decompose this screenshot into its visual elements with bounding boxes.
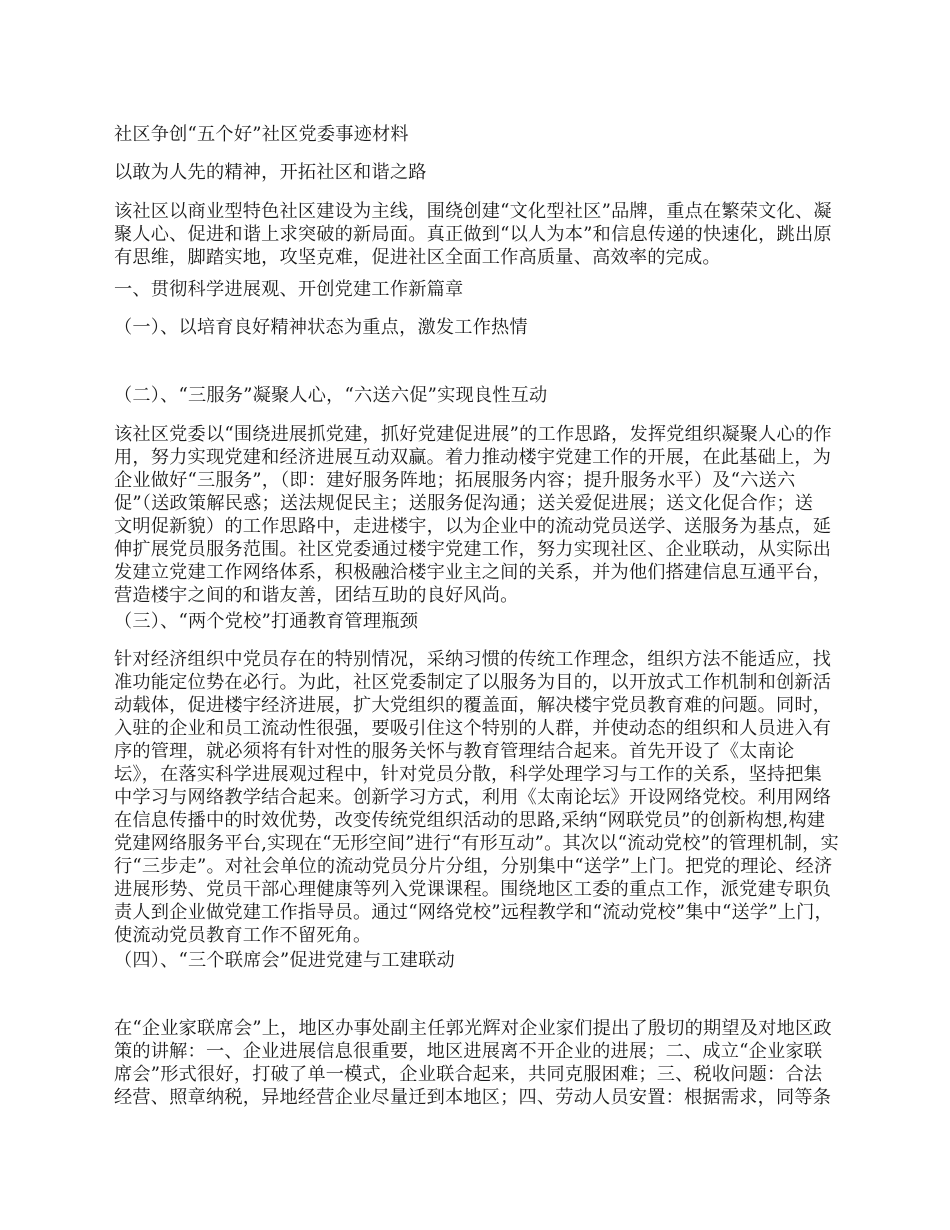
- text-line: 进展形势、党员干部心理健康等列入党课课程。围绕地区工委的重点工作，派党建专职负: [114, 879, 832, 900]
- text-line: 党建网络服务平台,实现在“无形空间”进行“有形互动”。其次以“流动党校”的管理机制，实: [114, 833, 839, 854]
- text-line: 针对经济组织中党员存在的特别情况，采纳习惯的传统工作理念，组织方法不能适应，找: [114, 649, 832, 670]
- text-line: 准功能定位势在必行。为此，社区党委制定了以服务为目的，以开放式工作机制和创新活: [114, 672, 832, 693]
- document-title: 社区争创“五个好”社区党委事迹材料: [114, 124, 409, 145]
- text-line: 促”（送政策解民惑；送法规促民主；送服务促沟通；送关爱促进展；送文化促合作；送: [114, 493, 814, 514]
- subsection-heading-3: （三）、“两个党校”打通教育管理瓶颈: [114, 611, 419, 632]
- text-line: 企业做好“三服务”，（即：建好服务阵地；拓展服务内容；提升服务水平）及“六送六: [114, 470, 796, 491]
- text-line: 序的管理，就必须将有针对性的服务关怀与教育管理结合起来。首先开设了《太南论: [114, 741, 795, 762]
- text-line: 文明促新貌）的工作思路中，走进楼宇，以为企业中的流动党员送学、送服务为基点，延: [114, 516, 832, 537]
- paragraph-2: [114, 423, 834, 607]
- subsection-heading-2: （二）、“三服务”凝聚人心，“六送六促”实现良性互动: [114, 385, 548, 406]
- text-line: 用，努力实现党建和经济进展互动双赢。着力推动楼宇党建工作的开展，在此基础上，为: [114, 447, 832, 468]
- text-line: 使流动党员教育工作不留死角。: [114, 925, 372, 946]
- paragraph-4: [114, 1017, 834, 1109]
- text-line: 责人到企业做党建工作指导员。通过“网络党校”远程教学和“流动党校”集中“送学”上门，: [114, 902, 833, 923]
- section-heading-1: 一、贯彻科学进展观、开创党建工作新篇章: [114, 279, 464, 300]
- text-line: 该社区以商业型特色社区建设为主线，围绕创建“文化型社区”品牌，重点在繁荣文化、凝: [114, 201, 832, 222]
- subsection-heading-4: （四）、“三个联席会”促进党建与工建联动: [114, 950, 455, 971]
- intro-paragraph: [114, 200, 834, 269]
- text-line: 坛》，在落实科学进展观过程中，针对党员分散，科学处理学习与工作的关系，坚持把集: [114, 764, 823, 785]
- text-line: 发建立党建工作网络体系，积极融洽楼宇业主之间的关系，并为他们搭建信息互通平台，: [114, 562, 832, 583]
- text-line: 营造楼宇之间的和谐友善，团结互助的良好风尚。: [114, 585, 519, 606]
- subsection-heading-1: （一）、以培育良好精神状态为重点，激发工作热情: [114, 317, 528, 338]
- text-line: 中学习与网络教学结合起来。创新学习方式，利用《太南论坛》开设网络党校。利用网络: [114, 787, 832, 808]
- text-line: 经营、照章纳税，异地经营企业尽量迁到本地区；四、劳动人员安置：根据需求，同等条: [114, 1087, 832, 1108]
- text-line: 行“三步走”。对社会单位的流动党员分片分组，分别集中“送学”上门。把党的理论、经济: [114, 856, 833, 877]
- text-line: 入驻的企业和员工流动性很强，要吸引住这个特别的人群，并使动态的组织和人员进入有: [114, 718, 832, 739]
- text-line: 策的讲解：一、企业进展信息很重要，地区进展离不开企业的进展；二、成立“企业家联: [114, 1041, 823, 1062]
- text-line: 伸扩展党员服务范围。社区党委通过楼宇党建工作，努力实现社区、企业联动，从实际出: [114, 539, 832, 560]
- paragraph-3: [114, 648, 839, 947]
- text-line: 在信息传播中的时效优势，改变传统党组织活动的思路,采纳“网联党员”的创新构想,构建: [114, 810, 826, 831]
- text-line: 该社区党委以“围绕进展抓党建，抓好党建促进展”的工作思路，发挥党组织凝聚人心的作: [114, 424, 832, 445]
- text-line: 有思维，脚踏实地，攻坚克难，促进社区全面工作高质量、高效率的完成。: [114, 247, 721, 268]
- text-line: 动载体，促进楼宇经济进展，扩大党组织的覆盖面，解决楼宇党员教育难的问题。同时，: [114, 695, 832, 716]
- document-subtitle: 以敢为人先的精神，开拓社区和谐之路: [114, 162, 427, 183]
- text-line: 在“企业家联席会”上，地区办事处副主任郭光辉对企业家们提出了殷切的期望及对地区政: [114, 1018, 832, 1039]
- text-line: 聚人心、促进和谐上求突破的新局面。真正做到“以人为本”和信息传递的快速化，跳出原: [114, 224, 832, 245]
- text-line: 席会”形式很好，打破了单一模式，企业联合起来，共同克服困难；三、税收问题：合法: [114, 1064, 823, 1085]
